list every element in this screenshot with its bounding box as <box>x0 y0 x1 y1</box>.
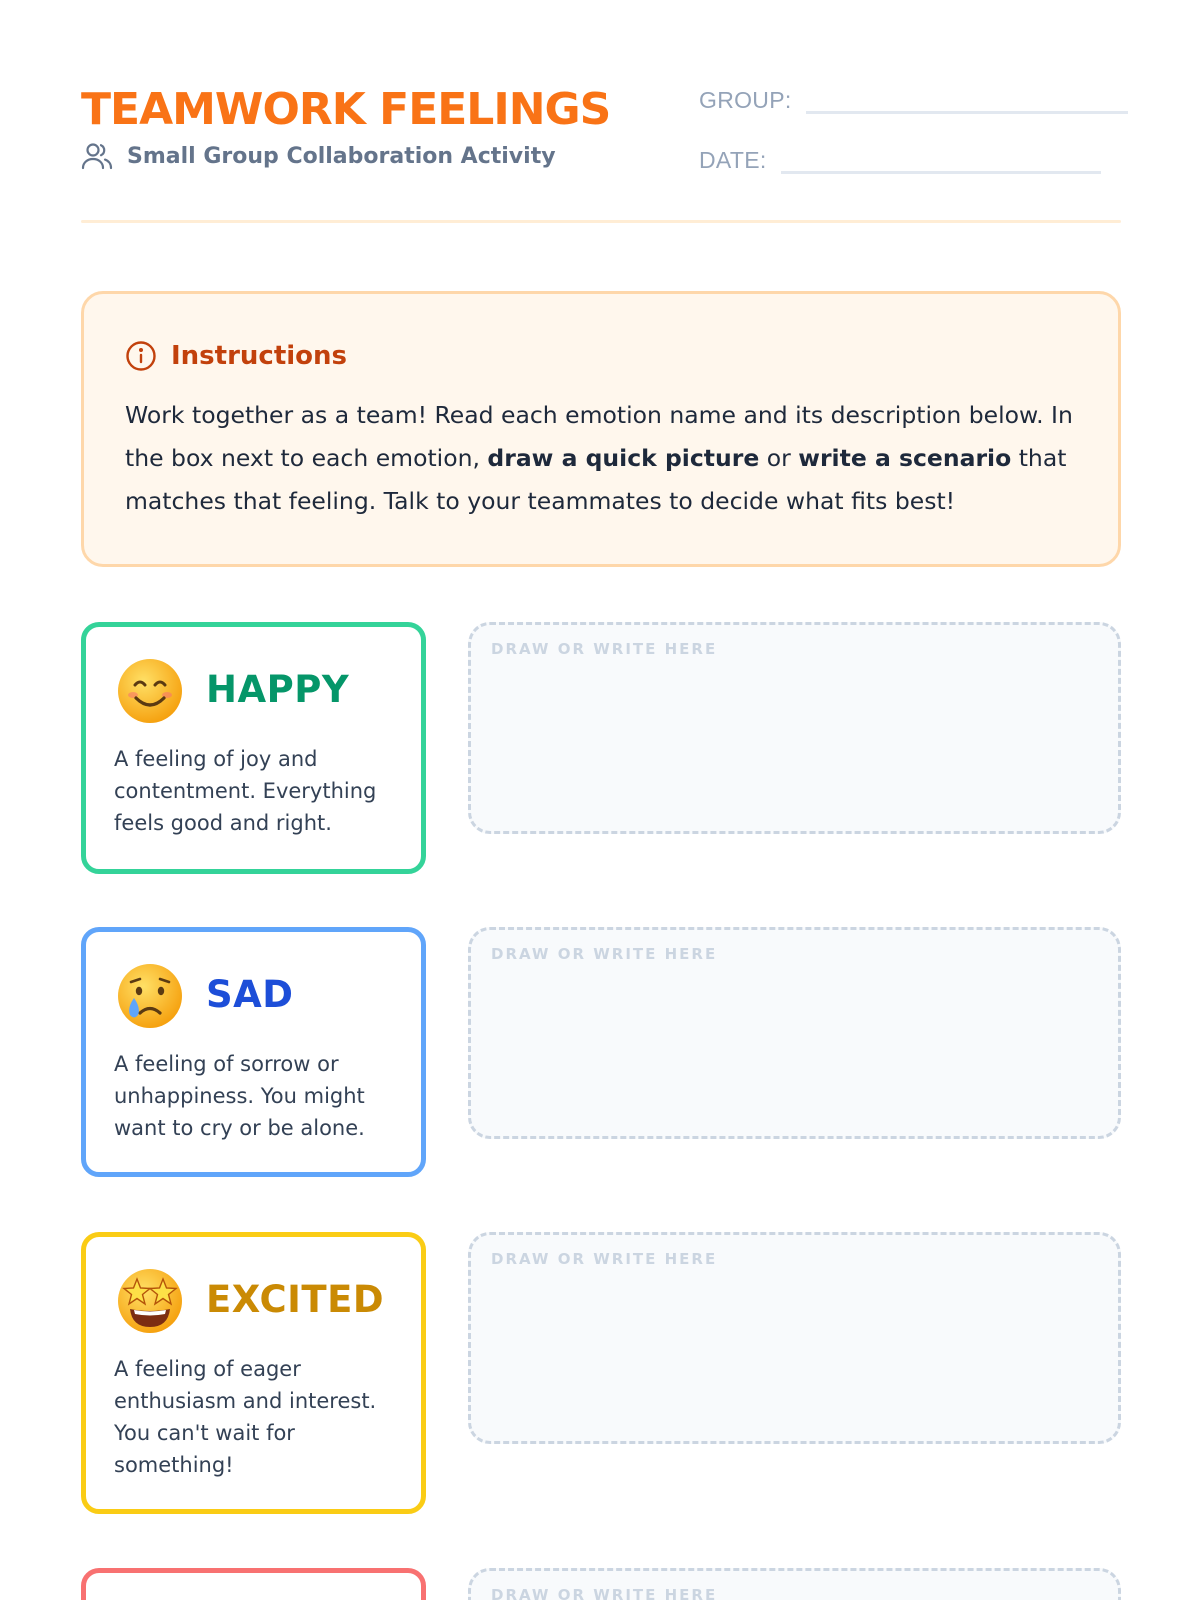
instructions-title: Instructions <box>171 341 348 371</box>
draw-area-label: DRAW OR WRITE HERE <box>491 945 718 963</box>
date-field <box>699 147 1101 174</box>
instructions-text: Work together as a team! Read each emotion name and its description below. In the box next to each emotion, draw a quick picture or write a scenario that matches that feeling. Talk to your teammates to decide what fits best! <box>125 401 1073 515</box>
draw-area-label: DRAW OR WRITE HERE <box>491 1250 718 1268</box>
date-input-line[interactable] <box>781 152 1101 174</box>
subtitle-row <box>81 142 556 170</box>
smiling-face-emoji <box>116 657 184 725</box>
draw-area[interactable] <box>468 1232 1121 1444</box>
draw-area[interactable] <box>468 927 1121 1139</box>
users-icon <box>81 142 113 170</box>
emotion-description: A feeling of eager enthusiasm and interest. You can't wait for something! <box>114 1357 377 1477</box>
draw-area[interactable] <box>468 1568 1121 1600</box>
emphasis-draw: draw a quick picture <box>487 444 760 472</box>
emotion-card <box>81 622 426 874</box>
emotion-card <box>81 927 426 1177</box>
star-struck-emoji <box>116 1267 184 1335</box>
draw-area-label: DRAW OR WRITE HERE <box>491 1586 718 1600</box>
instructions-box <box>81 291 1121 567</box>
emotion-card <box>81 1232 426 1514</box>
emotion-name: EXCITED <box>206 1278 385 1321</box>
group-field <box>699 87 1128 114</box>
info-icon <box>125 340 157 372</box>
emotion-name: SAD <box>206 973 294 1016</box>
worksheet-page <box>81 0 1121 1600</box>
draw-area[interactable] <box>468 622 1121 834</box>
subtitle: Small Group Collaboration Activity <box>127 143 556 169</box>
emotion-description: A feeling of joy and contentment. Everything feels good and right. <box>114 747 377 835</box>
header-divider <box>81 220 1121 223</box>
emphasis-write: write a scenario <box>798 444 1012 472</box>
crying-face-emoji <box>116 962 184 1030</box>
date-label: DATE: <box>699 147 767 173</box>
emotion-name: HAPPY <box>206 668 350 711</box>
page-title: TEAMWORK FEELINGS <box>81 84 611 135</box>
group-label: GROUP: <box>699 87 792 113</box>
emotion-card <box>81 1568 426 1600</box>
instructions-heading <box>125 340 347 372</box>
worksheet-header <box>81 80 1121 220</box>
group-input-line[interactable] <box>806 92 1128 114</box>
draw-area-label: DRAW OR WRITE HERE <box>491 640 718 658</box>
emotion-description: A feeling of sorrow or unhappiness. You might want to cry or be alone. <box>114 1052 365 1140</box>
